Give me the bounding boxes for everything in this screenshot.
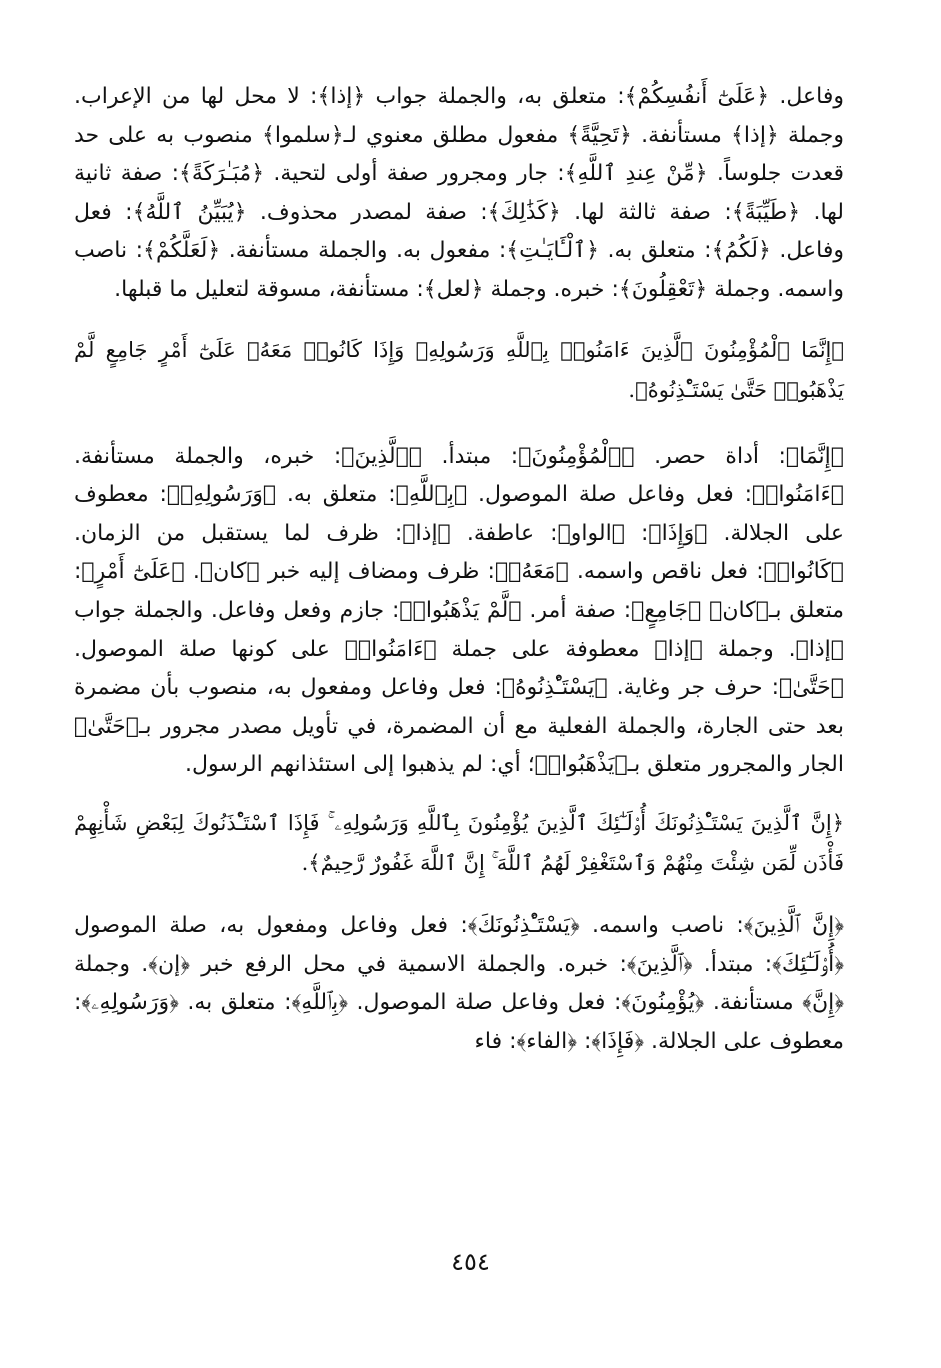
paragraph-spacer — [74, 410, 844, 438]
paragraph-spacer — [74, 310, 844, 330]
quran-verse-62b: ﴿إِنَّ ٱلَّذِينَ يَسْتَـْٔذِنُونَكَ أُو۟لَـٰٓئِكَ ٱلَّذِينَ يُؤْمِنُونَ بِٱللَّهِ وَرَسُولِهِۦ ۚ فَإِذَا ٱسْتَـْٔذَنُوكَ لِبَعْضِ شَأْنِهِمْ فَأْذَن لِّمَن شِئْتَ مِنْهُمْ وَٱسْتَغْفِرْ لَهُمُ ٱللَّهَ ۚ إِنَّ ٱللَّهَ غَفُورٌ رَّحِيمٌ﴾. — [74, 810, 844, 875]
commentary-paragraph-2: ﴿إِنَّمَا﴾: أداة حصر. ﴿ٱلْمُؤْمِنُونَ﴾: مبتدأ. ﴿ٱلَّذِينَ﴾: خبره، والجملة مستأنفة. ﴿ءَامَنُوا۟﴾: فعل وفاعل صلة الموصول. ﴿بِٱللَّهِ﴾: متعلق به. ﴿وَرَسُولِهِۦ﴾: معطوف على الجلالة. ﴿وَإِذَا﴾: ﴿الواو﴾: عاطفة. ﴿إذا﴾: ظرف لما يستقبل من الزمان. ﴿كَانُوا۟﴾: فعل ناقص واسمه. ﴿مَعَهُۥ﴾: ظرف ومضاف إليه خبر ﴿كان﴾. ﴿عَلَىٰٓ أَمْرٍ﴾: متعلق بـ﴿كان﴾ ﴿جَامِعٍ﴾: صفة أمر. ﴿لَّمْ يَذْهَبُوا۟﴾: جازم وفعل وفاعل. والجملة جواب ﴿إذا﴾. وجملة ﴿إذا﴾ معطوفة على جملة ﴿ءَامَنُوا۟﴾ على كونها صلة الموصول. ﴿حَتَّىٰ﴾: حرف جر وغاية. ﴿يَسْتَـْٔذِنُوهُ﴾: فعل وفاعل ومفعول به، منصوب بأن مضمرة بعد حتى الجارة، والجملة الفعلية مع أن المضمرة، في تأويل مصدر مجرور بـ﴿حَتَّىٰ﴾ الجار والمجرور متعلق بـ﴿يَذْهَبُوا۟﴾؛ أي: لم يذهبوا إلى استئذانهم الرسول. — [74, 443, 844, 778]
commentary-paragraph-1: وفاعل. ﴿عَلَىٰٓ أَنفُسِكُمْ﴾: متعلق به، والجملة جواب ﴿إذا﴾: لا محل لها من الإعراب. وجملة ﴿إذا﴾ مستأنفة. ﴿تَحِيَّةً﴾ مفعول مطلق معنوي لـ﴿سلموا﴾ منصوب به على حد قعدت جلوساً. ﴿مِّنْ عِندِ ٱللَّهِ﴾: جار ومجرور صفة أولى لتحية. ﴿مُبَـٰرَكَةً﴾: صفة ثانية لها. ﴿طَيِّبَةً﴾: صفة ثالثة لها. ﴿كَذَٰلِكَ﴾: صفة لمصدر محذوف. ﴿يُبَيِّنُ ٱللَّهُ﴾: فعل وفاعل. ﴿لَكُمُ﴾: متعلق به. ﴿ٱلْـَٔايَـٰتِ﴾: مفعول به. والجملة مستأنفة. ﴿لَعَلَّكُمْ﴾: ناصب واسمه. وجملة ﴿تَعْقِلُونَ﴾: خبره. وجملة ﴿لعل﴾: مستأنفة، مسوقة لتعليل ما قبلها. — [74, 84, 844, 302]
commentary-paragraph-3: ﴿إِنَّ ٱلَّذِينَ﴾: ناصب واسمه. ﴿يَسْتَـْٔذِنُونَكَ﴾: فعل وفاعل ومفعول به، صلة الموصول ﴿أُو۟لَـٰٓئِكَ﴾: مبتدأ. ﴿ٱلَّذِينَ﴾: خبره. والجملة الاسمية في محل الرفع خبر ﴿إن﴾. وجملة ﴿إِنَّ﴾ مستأنفة. ﴿يُؤْمِنُونَ﴾: فعل وفاعل صلة الموصول. ﴿بِٱللَّهِ﴾: متعلق به. ﴿وَرَسُولِهِۦ﴾: معطوف على الجلالة. ﴿فَإِذَا﴾: ﴿الفاء﴾: فاء — [74, 912, 844, 1054]
paragraph-spacer — [74, 785, 844, 803]
page-body — [74, 78, 844, 1061]
paragraph-spacer — [74, 883, 844, 907]
quran-verse-62: ﴿إِنَّمَا ٱلْمُؤْمِنُونَ ٱلَّذِينَ ءَامَنُوا۟ بِٱللَّهِ وَرَسُولِهِۦ وَإِذَا كَانُوا۟ مَعَهُۥ عَلَىٰٓ أَمْرٍ جَامِعٍ لَّمْ يَذْهَبُوا۟ حَتَّىٰ يَسْتَـْٔذِنُوهُ﴾. — [74, 337, 844, 402]
page-number: ٤٥٤ — [451, 1248, 490, 1276]
